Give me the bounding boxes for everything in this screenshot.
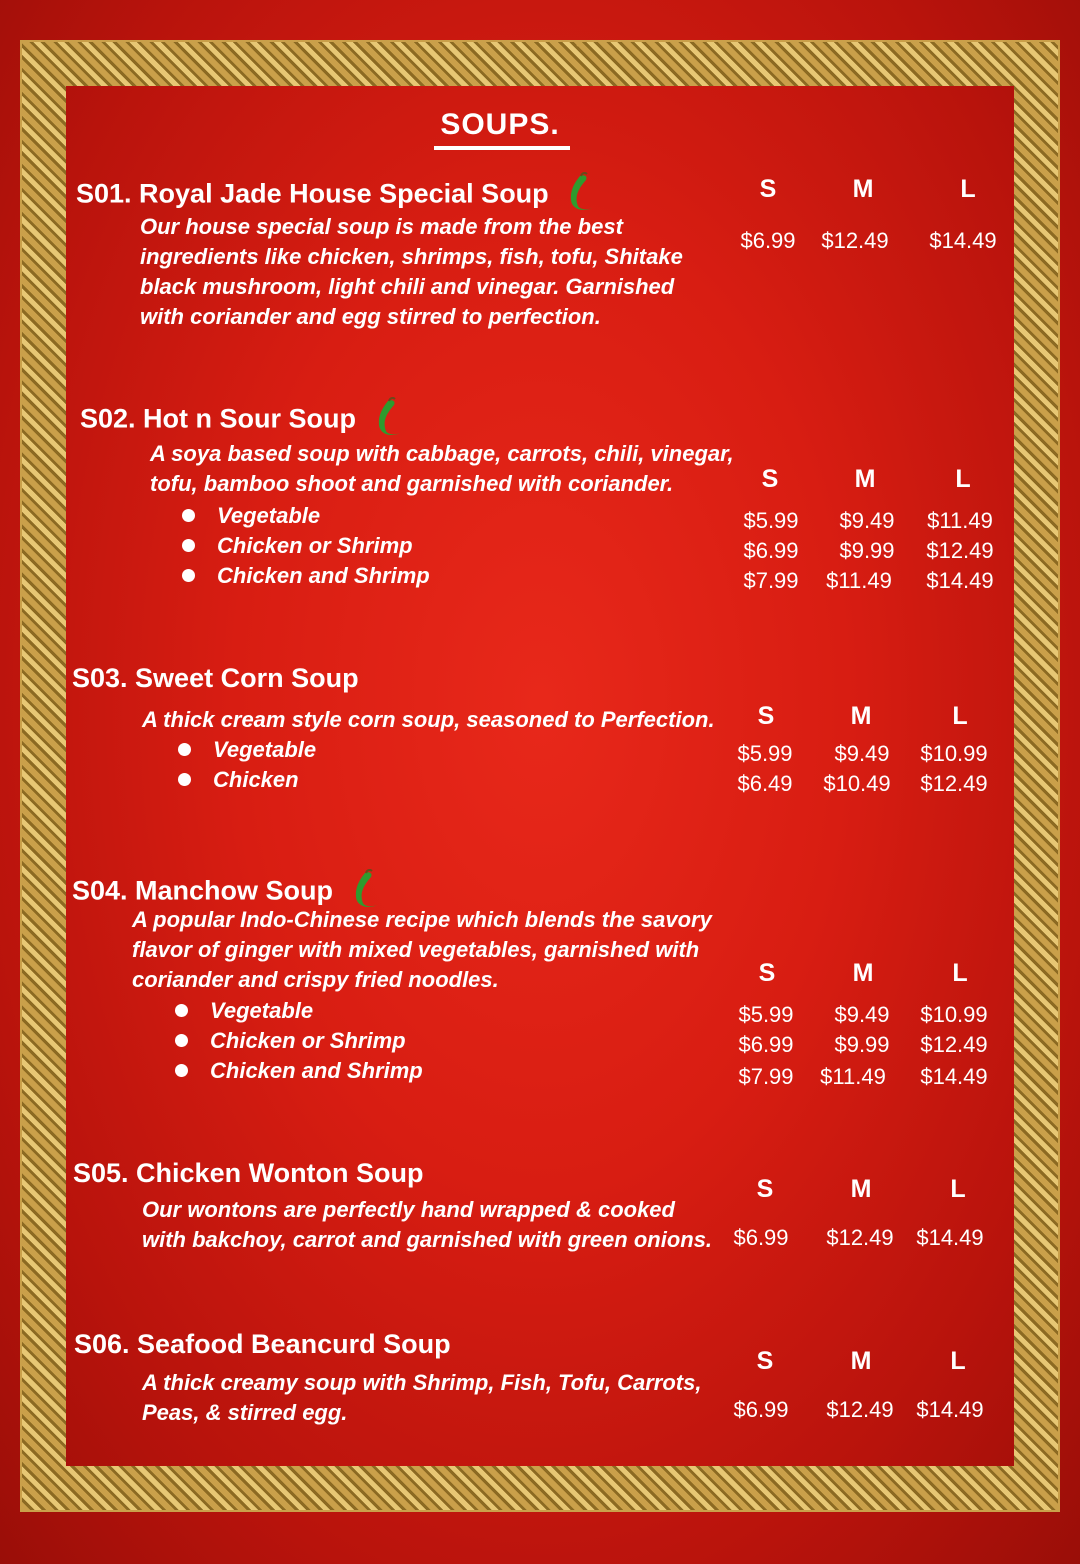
price-s: $7.99 [743,568,799,593]
bullet-icon [178,743,191,756]
title-underline [434,146,570,150]
size-l-label: L [950,1347,966,1375]
bullet-icon [182,569,195,582]
item-name-text: S03. Sweet Corn Soup [72,663,359,693]
variant-list-s03 [178,735,316,795]
item-description-s04: A popular Indo-Chinese recipe which blends the savory flavor of ginger with mixed vegetables, garnished with coriander and crispy fried noodles. [132,907,712,992]
price-m: $11.49 [820,1064,886,1089]
price-m: $9.99 [839,538,895,563]
bullet-icon [175,1034,188,1047]
item-name-text: S02. Hot n Sour Soup [80,403,357,434]
size-m-label: M [852,175,874,203]
chili-pepper-icon [374,397,404,444]
size-m-label: M [850,1175,872,1203]
item-description-s05: Our wontons are perfectly hand wrapped & cooked with bakchoy, carrot and garnished with green onions. [142,1197,713,1252]
item-name-text: S06. Seafood Beancurd Soup [74,1329,451,1359]
item-description-s02: A soya based soup with cabbage, carrots, chili, vinegar, tofu, bamboo shoot and garnished with coriander. [150,441,734,496]
size-m-label: M [850,1347,872,1375]
size-m-label: M [850,702,872,730]
size-l-label: L [952,702,968,730]
item-name-s06 [74,1329,451,1360]
list-item: Chicken and Shrimp [175,1056,423,1086]
item-name-text: S01. Royal Jade House Special Soup [76,178,549,209]
price-l: $14.49 [920,1064,988,1089]
size-m-label: M [852,959,874,987]
item-name-s03 [72,663,359,694]
item-description-s01: Our house special soup is made from the best ingredients like chicken, shrimps, fish, tofu, Shitake black mushroom, light chili and vinegar. Garnished with coriander and egg stirred to perfection. [140,214,683,329]
item-name-s02 [80,397,404,444]
list-item: Vegetable [178,735,316,765]
price-l: $12.49 [920,771,988,796]
bullet-icon [182,539,195,552]
size-s-label: S [756,1175,774,1203]
price-m: $12.49 [826,1397,894,1422]
bullet-icon [175,1004,188,1017]
size-l-label: L [955,465,971,493]
variant-list-s02 [182,501,430,591]
item-description-s06: A thick creamy soup with Shrimp, Fish, Tofu, Carrots, Peas, & stirred egg. [142,1370,702,1425]
price-l: $14.49 [929,228,997,253]
price-s: $7.99 [738,1064,794,1089]
page-title: SOUPS. [440,108,560,141]
bullet-icon [175,1064,188,1077]
price-l: $10.99 [920,1002,988,1027]
price-s: $6.99 [740,228,796,253]
price-s: $6.99 [738,1032,794,1057]
price-m: $9.99 [834,1032,890,1057]
price-m: $12.49 [826,1225,894,1250]
variant-list-s04 [175,996,423,1086]
list-item: Vegetable [182,501,430,531]
price-l: $12.49 [926,538,994,563]
size-l-label: L [952,959,968,987]
price-m: $10.49 [823,771,891,796]
size-s-label: S [757,702,775,730]
size-s-label: S [761,465,779,493]
item-description-s03: A thick cream style corn soup, seasoned to Perfection. [142,707,715,732]
size-l-label: L [960,175,976,203]
price-s: $6.99 [743,538,799,563]
bullet-icon [182,509,195,522]
price-s: $6.49 [737,771,793,796]
price-l: $12.49 [920,1032,988,1057]
price-m: $12.49 [821,228,889,253]
item-name-s05 [73,1158,424,1189]
item-name-text: S05. Chicken Wonton Soup [73,1158,424,1188]
price-m: $9.49 [834,741,890,766]
price-l: $11.49 [927,508,993,533]
item-name-text: S04. Manchow Soup [72,875,334,906]
price-s: $5.99 [738,1002,794,1027]
bullet-icon [178,773,191,786]
list-item: Chicken or Shrimp [175,1026,423,1056]
price-l: $14.49 [916,1225,984,1250]
size-s-label: S [756,1347,774,1375]
price-m: $9.49 [839,508,895,533]
size-s-label: S [758,959,776,987]
list-item: Chicken [178,765,316,795]
price-m: $11.49 [826,568,892,593]
price-s: $6.99 [733,1397,789,1422]
size-l-label: L [950,1175,966,1203]
price-m: $9.49 [834,1002,890,1027]
list-item: Chicken or Shrimp [182,531,430,561]
size-s-label: S [759,175,777,203]
price-s: $5.99 [737,741,793,766]
price-l: $14.49 [916,1397,984,1422]
price-l: $10.99 [920,741,988,766]
price-l: $14.49 [926,568,994,593]
size-m-label: M [854,465,876,493]
list-item: Vegetable [175,996,423,1026]
list-item: Chicken and Shrimp [182,561,430,591]
price-s: $6.99 [733,1225,789,1250]
price-s: $5.99 [743,508,799,533]
